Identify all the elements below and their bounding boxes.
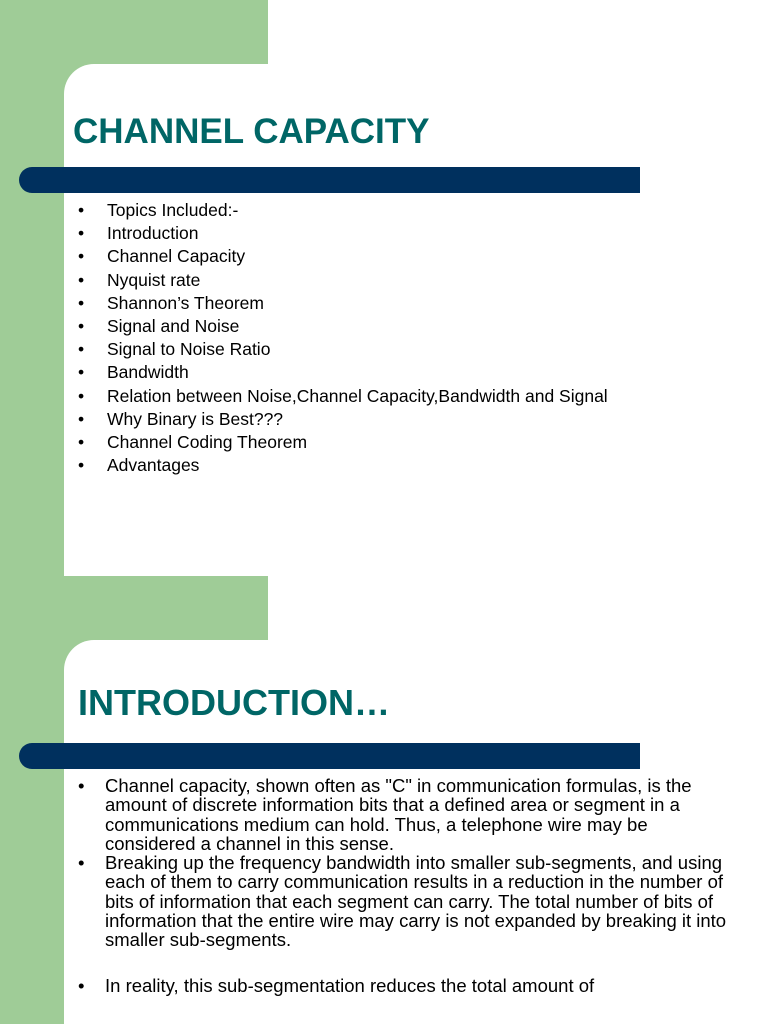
list-item: • Topics Included:- (78, 199, 758, 222)
list-item: • Bandwidth (78, 361, 758, 384)
list-item: • Signal and Noise (78, 315, 758, 338)
bullet-icon: • (78, 852, 85, 874)
intro-list (78, 776, 728, 995)
list-item: • Why Binary is Best??? (78, 408, 758, 431)
bullet-icon: • (78, 974, 85, 996)
list-item: • Channel Coding Theorem (78, 431, 758, 454)
title-underline-bar (19, 167, 640, 193)
title-underline-bar (19, 743, 640, 769)
bullet-icon: • (78, 339, 85, 360)
list-item: • Introduction (78, 222, 758, 245)
bullet-icon: • (78, 223, 85, 244)
bullet-icon: • (78, 362, 85, 383)
list-item: • Shannon’s Theorem (78, 292, 758, 315)
list-item: • Channel capacity, shown often as "C" in communication formulas, is the amount of discrete information bits that a defined area or segment in a communications medium can hold. Thus, a telephone wire may be considered a channel in this sense. (78, 775, 692, 854)
bullet-icon: • (78, 432, 85, 453)
bullet-icon: • (78, 246, 85, 267)
bullet-icon: • (78, 408, 85, 429)
bullet-icon: • (78, 200, 85, 220)
bullet-icon: • (78, 385, 85, 406)
bullet-icon: • (78, 292, 85, 313)
bullet-icon: • (78, 269, 85, 290)
list-item: • In reality, this sub-segmentation reduces the total amount of (78, 974, 595, 996)
list-item: • Breaking up the frequency bandwidth into smaller sub-segments, and using each of them to carry communication results in a reduction in the number of bits of information that each segment can carry. The total number of bits of information that the entire wire may carry is not expanded by breaking it into smaller sub-segments. (78, 852, 727, 951)
list-item: • Relation between Noise,Channel Capacity,Bandwidth and Signal (78, 385, 758, 408)
list-item: • Channel Capacity (78, 245, 758, 268)
bullet-icon: • (78, 775, 85, 796)
bullet-icon: • (78, 316, 85, 337)
list-item: • Advantages (78, 454, 758, 477)
bullet-icon: • (78, 455, 85, 476)
slide-introduction (0, 576, 768, 1024)
slide-title: INTRODUCTION… (78, 682, 390, 723)
list-item: • Nyquist rate (78, 269, 758, 292)
topics-list (78, 199, 758, 477)
slide-title: CHANNEL CAPACITY (73, 112, 430, 151)
list-item: • Signal to Noise Ratio (78, 338, 758, 361)
